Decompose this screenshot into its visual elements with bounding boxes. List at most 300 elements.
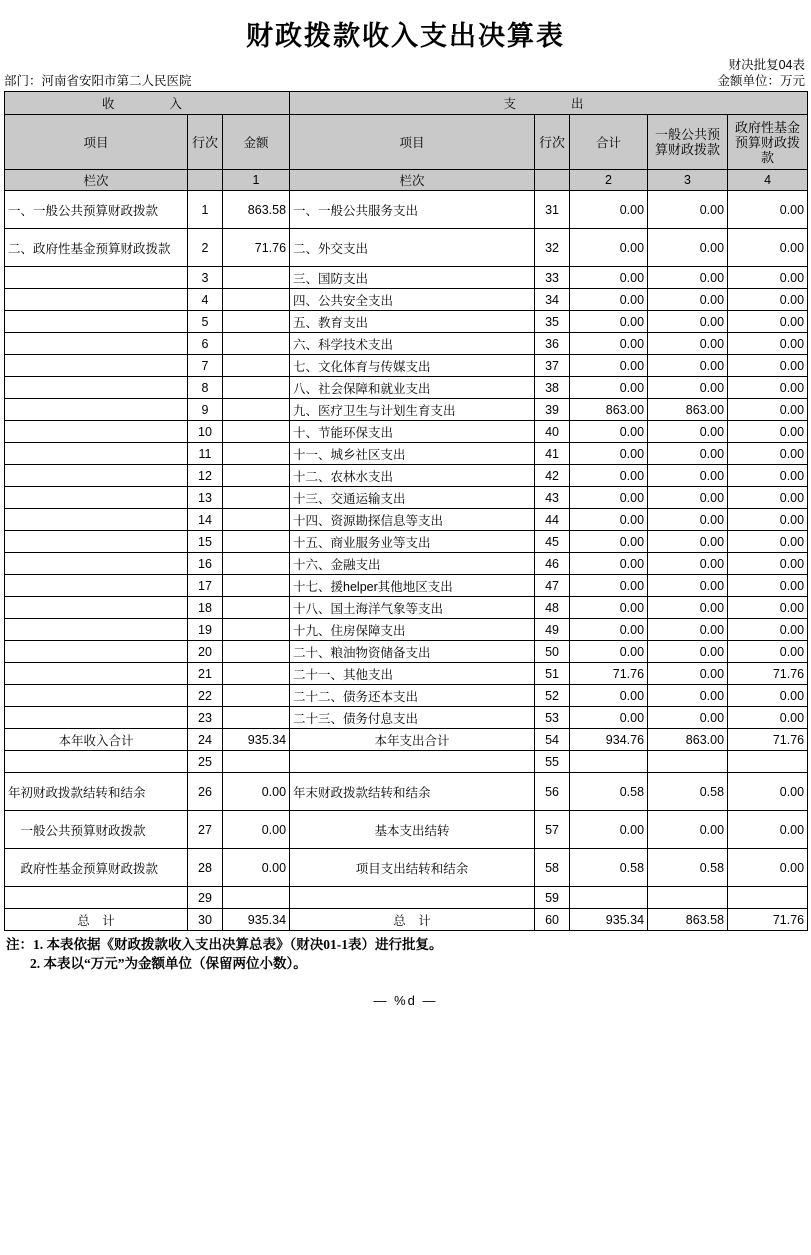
cell-income-row: 30: [188, 909, 223, 931]
cell-expense-row: 37: [535, 355, 570, 377]
cell-expense-row: 52: [535, 685, 570, 707]
table-header-row: [5, 115, 808, 170]
cell-expense-item: 基本支出结转: [290, 811, 535, 849]
cell-income-row: 26: [188, 773, 223, 811]
cell-income-amount: [223, 465, 290, 487]
cell-expense-row: 50: [535, 641, 570, 663]
cell-expense-fund: 0.00: [728, 685, 808, 707]
table-row: [5, 849, 808, 887]
cell-expense-total: 0.00: [570, 487, 648, 509]
cell-income-amount: [223, 399, 290, 421]
cell-income-row: 12: [188, 465, 223, 487]
table-row: [5, 377, 808, 399]
cell-expense-fund: 0.00: [728, 421, 808, 443]
cell-expense-general: 0.00: [648, 811, 728, 849]
cell-expense-total: 0.00: [570, 509, 648, 531]
cell-income-item: [5, 751, 188, 773]
cell-expense-total: 0.00: [570, 377, 648, 399]
cell-income-amount: [223, 487, 290, 509]
expense-col-blank: [535, 170, 570, 191]
cell-income-row: 6: [188, 333, 223, 355]
cell-income-item: [5, 487, 188, 509]
cell-expense-general: 0.00: [648, 191, 728, 229]
cell-expense-item: 十三、交通运输支出: [290, 487, 535, 509]
cell-income-item: [5, 355, 188, 377]
cell-income-row: 22: [188, 685, 223, 707]
col-number-3: 3: [648, 170, 728, 191]
cell-income-amount: [223, 509, 290, 531]
cell-income-item: [5, 311, 188, 333]
cell-income-amount: [223, 377, 290, 399]
cell-expense-item: 十四、资源勘探信息等支出: [290, 509, 535, 531]
cell-expense-total: 0.00: [570, 421, 648, 443]
cell-income-amount: 71.76: [223, 229, 290, 267]
cell-expense-general: 0.00: [648, 465, 728, 487]
cell-expense-item: 二、外交支出: [290, 229, 535, 267]
cell-income-row: 13: [188, 487, 223, 509]
cell-expense-general: 0.00: [648, 333, 728, 355]
cell-expense-total: 0.58: [570, 773, 648, 811]
table-row: [5, 509, 808, 531]
cell-expense-fund: 0.00: [728, 355, 808, 377]
cell-expense-total: 935.34: [570, 909, 648, 931]
cell-expense-item: 九、医疗卫生与计划生育支出: [290, 399, 535, 421]
cell-income-item: 一、一般公共预算财政拨款: [5, 191, 188, 229]
cell-expense-item: 二十三、债务付息支出: [290, 707, 535, 729]
cell-expense-general: 0.00: [648, 289, 728, 311]
cell-expense-fund: 0.00: [728, 773, 808, 811]
cell-income-amount: [223, 887, 290, 909]
cell-expense-general: [648, 751, 728, 773]
table-row: [5, 663, 808, 685]
cell-income-item: [5, 443, 188, 465]
cell-income-row: 27: [188, 811, 223, 849]
cell-expense-fund: 0.00: [728, 487, 808, 509]
cell-income-amount: [223, 289, 290, 311]
cell-expense-fund: 0.00: [728, 849, 808, 887]
cell-expense-row: 39: [535, 399, 570, 421]
cell-expense-general: 0.00: [648, 575, 728, 597]
header-income-item: 项目: [5, 115, 188, 170]
cell-expense-item: 二十、粮油物资储备支出: [290, 641, 535, 663]
header-expense-total: 合计: [570, 115, 648, 170]
cell-expense-general: 0.00: [648, 531, 728, 553]
cell-income-amount: [223, 267, 290, 289]
cell-income-row: 20: [188, 641, 223, 663]
header-expense-general: 一般公共预算财政拨款: [648, 115, 728, 170]
cell-expense-general: 0.00: [648, 487, 728, 509]
cell-expense-total: 0.00: [570, 333, 648, 355]
cell-income-row: 18: [188, 597, 223, 619]
cell-expense-item: 十二、农林水支出: [290, 465, 535, 487]
cell-expense-row: 59: [535, 887, 570, 909]
cell-expense-row: 48: [535, 597, 570, 619]
cell-expense-total: 0.00: [570, 707, 648, 729]
cell-expense-total: 0.00: [570, 355, 648, 377]
expense-band-label: 支 出: [290, 92, 808, 115]
cell-expense-total: 934.76: [570, 729, 648, 751]
table-row: [5, 289, 808, 311]
cell-income-amount: [223, 531, 290, 553]
cell-expense-total: 0.00: [570, 641, 648, 663]
cell-income-row: 3: [188, 267, 223, 289]
department-label: 部门：河南省安阳市第二人民医院: [4, 74, 192, 88]
cell-income-amount: 935.34: [223, 909, 290, 931]
cell-expense-row: 38: [535, 377, 570, 399]
cell-expense-row: 47: [535, 575, 570, 597]
cell-expense-total: [570, 887, 648, 909]
cell-expense-row: 49: [535, 619, 570, 641]
income-col-blank: [188, 170, 223, 191]
cell-income-item: [5, 887, 188, 909]
col-number-1: 1: [223, 170, 290, 191]
cell-expense-row: 36: [535, 333, 570, 355]
cell-expense-general: 0.58: [648, 849, 728, 887]
cell-expense-fund: 0.00: [728, 553, 808, 575]
cell-expense-total: 0.00: [570, 575, 648, 597]
cell-expense-item: 十、节能环保支出: [290, 421, 535, 443]
cell-expense-row: 35: [535, 311, 570, 333]
cell-expense-row: 31: [535, 191, 570, 229]
cell-expense-general: 0.00: [648, 685, 728, 707]
table-row: [5, 355, 808, 377]
cell-income-item: [5, 509, 188, 531]
cell-expense-general: 0.00: [648, 509, 728, 531]
cell-expense-fund: 0.00: [728, 443, 808, 465]
notes-block: [6, 935, 805, 973]
cell-income-amount: 863.58: [223, 191, 290, 229]
table-row: [5, 685, 808, 707]
table-row: [5, 399, 808, 421]
note-line-1: 注：1. 本表依据《财政拨款收入支出决算总表》（财决01-1表）进行批复。: [6, 937, 443, 952]
cell-income-row: 5: [188, 311, 223, 333]
cell-expense-fund: 0.00: [728, 289, 808, 311]
table-row: [5, 641, 808, 663]
cell-expense-fund: 71.76: [728, 663, 808, 685]
cell-income-row: 7: [188, 355, 223, 377]
cell-expense-total: [570, 751, 648, 773]
table-row: [5, 887, 808, 909]
cell-expense-fund: 0.00: [728, 399, 808, 421]
cell-income-row: 1: [188, 191, 223, 229]
cell-income-item: [5, 267, 188, 289]
cell-income-item: 年初财政拨款结转和结余: [5, 773, 188, 811]
table-row: [5, 465, 808, 487]
cell-income-item: [5, 707, 188, 729]
cell-expense-general: 0.00: [648, 619, 728, 641]
cell-expense-general: 0.00: [648, 377, 728, 399]
cell-expense-row: 43: [535, 487, 570, 509]
cell-income-item: 总 计: [5, 909, 188, 931]
cell-expense-total: 0.00: [570, 311, 648, 333]
cell-expense-item: 总 计: [290, 909, 535, 931]
cell-expense-item: 十九、住房保障支出: [290, 619, 535, 641]
cell-income-row: 19: [188, 619, 223, 641]
cell-income-item: [5, 619, 188, 641]
cell-income-amount: [223, 641, 290, 663]
cell-expense-item: 十一、城乡社区支出: [290, 443, 535, 465]
budget-table: [4, 91, 808, 931]
table-row: [5, 729, 808, 751]
cell-expense-fund: 0.00: [728, 597, 808, 619]
cell-expense-total: 0.00: [570, 531, 648, 553]
cell-income-item: [5, 685, 188, 707]
cell-expense-general: 0.00: [648, 707, 728, 729]
cell-expense-total: 0.00: [570, 597, 648, 619]
cell-income-row: 4: [188, 289, 223, 311]
cell-expense-row: 46: [535, 553, 570, 575]
cell-expense-item: 二十二、债务还本支出: [290, 685, 535, 707]
cell-expense-general: 0.00: [648, 641, 728, 663]
cell-expense-row: 56: [535, 773, 570, 811]
cell-expense-fund: 0.00: [728, 377, 808, 399]
cell-expense-fund: [728, 751, 808, 773]
cell-income-row: 28: [188, 849, 223, 887]
cell-income-amount: [223, 751, 290, 773]
cell-expense-item: 八、社会保障和就业支出: [290, 377, 535, 399]
expense-column-label: 栏次: [290, 170, 535, 191]
cell-income-row: 16: [188, 553, 223, 575]
table-row: [5, 619, 808, 641]
cell-income-row: 14: [188, 509, 223, 531]
cell-expense-item: 十七、援helper其他地区支出: [290, 575, 535, 597]
cell-income-item: [5, 597, 188, 619]
cell-expense-general: 863.00: [648, 399, 728, 421]
cell-income-item: [5, 641, 188, 663]
cell-expense-total: 0.00: [570, 191, 648, 229]
cell-income-amount: [223, 355, 290, 377]
form-number: 财决批复04表: [728, 58, 805, 72]
cell-expense-item: [290, 887, 535, 909]
cell-expense-row: 58: [535, 849, 570, 887]
cell-expense-row: 42: [535, 465, 570, 487]
cell-expense-row: 55: [535, 751, 570, 773]
cell-income-amount: [223, 663, 290, 685]
cell-expense-total: 71.76: [570, 663, 648, 685]
cell-expense-row: 53: [535, 707, 570, 729]
cell-expense-row: 41: [535, 443, 570, 465]
cell-expense-row: 51: [535, 663, 570, 685]
cell-income-row: 21: [188, 663, 223, 685]
cell-expense-general: 0.58: [648, 773, 728, 811]
cell-expense-total: 0.00: [570, 289, 648, 311]
cell-income-row: 9: [188, 399, 223, 421]
cell-income-amount: 0.00: [223, 773, 290, 811]
cell-expense-fund: 0.00: [728, 707, 808, 729]
table-row: [5, 811, 808, 849]
cell-expense-total: 863.00: [570, 399, 648, 421]
col-number-2: 2: [570, 170, 648, 191]
cell-expense-general: 0.00: [648, 597, 728, 619]
cell-income-row: 17: [188, 575, 223, 597]
table-summary: [5, 729, 808, 931]
cell-income-item: [5, 333, 188, 355]
cell-income-amount: 0.00: [223, 849, 290, 887]
cell-expense-item: 年末财政拨款结转和结余: [290, 773, 535, 811]
cell-expense-item: 十六、金融支出: [290, 553, 535, 575]
cell-expense-general: 0.00: [648, 229, 728, 267]
cell-expense-item: 十八、国土海洋气象等支出: [290, 597, 535, 619]
cell-expense-item: 本年支出合计: [290, 729, 535, 751]
table-row: [5, 267, 808, 289]
cell-expense-item: [290, 751, 535, 773]
meta-row: [0, 73, 811, 91]
cell-income-item: [5, 553, 188, 575]
cell-income-amount: [223, 311, 290, 333]
cell-expense-fund: 71.76: [728, 729, 808, 751]
cell-income-amount: [223, 553, 290, 575]
table-row: [5, 443, 808, 465]
cell-expense-fund: [728, 887, 808, 909]
table-body: [5, 191, 808, 729]
cell-expense-row: 44: [535, 509, 570, 531]
cell-expense-total: 0.58: [570, 849, 648, 887]
cell-expense-item: 四、公共安全支出: [290, 289, 535, 311]
cell-income-amount: [223, 575, 290, 597]
cell-expense-total: 0.00: [570, 553, 648, 575]
cell-expense-fund: 0.00: [728, 191, 808, 229]
cell-expense-total: 0.00: [570, 811, 648, 849]
header-expense-row: 行次: [535, 115, 570, 170]
table-row: [5, 553, 808, 575]
cell-income-row: 24: [188, 729, 223, 751]
cell-income-row: 2: [188, 229, 223, 267]
cell-expense-row: 34: [535, 289, 570, 311]
cell-income-amount: 935.34: [223, 729, 290, 751]
table-band-row: [5, 92, 808, 115]
cell-income-amount: [223, 597, 290, 619]
column-number-row: [5, 170, 808, 191]
cell-income-item: [5, 531, 188, 553]
cell-income-row: 11: [188, 443, 223, 465]
cell-income-item: 一般公共预算财政拨款: [5, 811, 188, 849]
cell-expense-general: 0.00: [648, 355, 728, 377]
header-expense-item: 项目: [290, 115, 535, 170]
table-row: [5, 421, 808, 443]
cell-expense-general: [648, 887, 728, 909]
cell-expense-total: 0.00: [570, 619, 648, 641]
cell-expense-general: 0.00: [648, 663, 728, 685]
cell-income-row: 29: [188, 887, 223, 909]
income-band-label: 收 入: [5, 92, 290, 115]
cell-expense-fund: 0.00: [728, 333, 808, 355]
cell-expense-item: 七、文化体育与传媒支出: [290, 355, 535, 377]
income-column-label: 栏次: [5, 170, 188, 191]
table-row: [5, 229, 808, 267]
cell-expense-fund: 0.00: [728, 811, 808, 849]
cell-expense-total: 0.00: [570, 465, 648, 487]
page-footer: — %d —: [373, 993, 438, 1008]
cell-expense-row: 40: [535, 421, 570, 443]
cell-expense-fund: 0.00: [728, 619, 808, 641]
cell-expense-fund: 0.00: [728, 509, 808, 531]
table-row: [5, 333, 808, 355]
cell-expense-general: 0.00: [648, 421, 728, 443]
cell-income-item: [5, 575, 188, 597]
header-income-row: 行次: [188, 115, 223, 170]
cell-expense-general: 863.58: [648, 909, 728, 931]
table-row: [5, 531, 808, 553]
table-row: [5, 597, 808, 619]
cell-income-amount: [223, 421, 290, 443]
cell-income-item: [5, 465, 188, 487]
cell-income-item: [5, 289, 188, 311]
cell-income-item: [5, 377, 188, 399]
cell-expense-item: 项目支出结转和结余: [290, 849, 535, 887]
cell-expense-fund: 0.00: [728, 575, 808, 597]
cell-income-item: [5, 399, 188, 421]
cell-expense-row: 60: [535, 909, 570, 931]
cell-expense-general: 0.00: [648, 267, 728, 289]
cell-income-item: 本年收入合计: [5, 729, 188, 751]
cell-expense-total: 0.00: [570, 229, 648, 267]
cell-expense-row: 32: [535, 229, 570, 267]
table-row: [5, 751, 808, 773]
cell-income-amount: [223, 619, 290, 641]
cell-expense-row: 57: [535, 811, 570, 849]
col-number-4: 4: [728, 170, 808, 191]
cell-expense-item: 五、教育支出: [290, 311, 535, 333]
cell-expense-total: 0.00: [570, 685, 648, 707]
cell-expense-total: 0.00: [570, 267, 648, 289]
cell-expense-general: 0.00: [648, 443, 728, 465]
cell-income-row: 10: [188, 421, 223, 443]
cell-expense-total: 0.00: [570, 443, 648, 465]
cell-income-row: 23: [188, 707, 223, 729]
cell-expense-item: 二十一、其他支出: [290, 663, 535, 685]
cell-income-item: [5, 421, 188, 443]
cell-income-row: 25: [188, 751, 223, 773]
cell-expense-row: 45: [535, 531, 570, 553]
table-row: [5, 575, 808, 597]
document-page: [0, 14, 811, 1008]
cell-income-item: 政府性基金预算财政拨款: [5, 849, 188, 887]
cell-expense-general: 863.00: [648, 729, 728, 751]
cell-income-row: 8: [188, 377, 223, 399]
note-line-2: 2. 本表以“万元”为金额单位（保留两位小数）。: [30, 956, 307, 971]
table-row: [5, 311, 808, 333]
cell-expense-row: 33: [535, 267, 570, 289]
amount-unit-label: 金额单位：万元: [717, 74, 805, 88]
cell-expense-fund: 0.00: [728, 641, 808, 663]
cell-income-item: 二、政府性基金预算财政拨款: [5, 229, 188, 267]
cell-income-amount: [223, 707, 290, 729]
cell-expense-fund: 0.00: [728, 267, 808, 289]
cell-expense-item: 一、一般公共服务支出: [290, 191, 535, 229]
cell-expense-fund: 0.00: [728, 311, 808, 333]
cell-expense-row: 54: [535, 729, 570, 751]
table-row: [5, 487, 808, 509]
cell-expense-item: 六、科学技术支出: [290, 333, 535, 355]
table-row: [5, 909, 808, 931]
page-title: 财政拨款收入支出决算表: [246, 21, 565, 51]
table-row: [5, 773, 808, 811]
cell-expense-fund: 71.76: [728, 909, 808, 931]
table-row: [5, 707, 808, 729]
cell-expense-item: 十五、商业服务业等支出: [290, 531, 535, 553]
cell-income-amount: [223, 333, 290, 355]
cell-expense-fund: 0.00: [728, 531, 808, 553]
cell-expense-fund: 0.00: [728, 229, 808, 267]
cell-expense-item: 三、国防支出: [290, 267, 535, 289]
header-income-amount: 金额: [223, 115, 290, 170]
cell-income-amount: [223, 685, 290, 707]
cell-expense-general: 0.00: [648, 553, 728, 575]
cell-expense-general: 0.00: [648, 311, 728, 333]
cell-income-amount: 0.00: [223, 811, 290, 849]
cell-income-row: 15: [188, 531, 223, 553]
table-row: [5, 191, 808, 229]
